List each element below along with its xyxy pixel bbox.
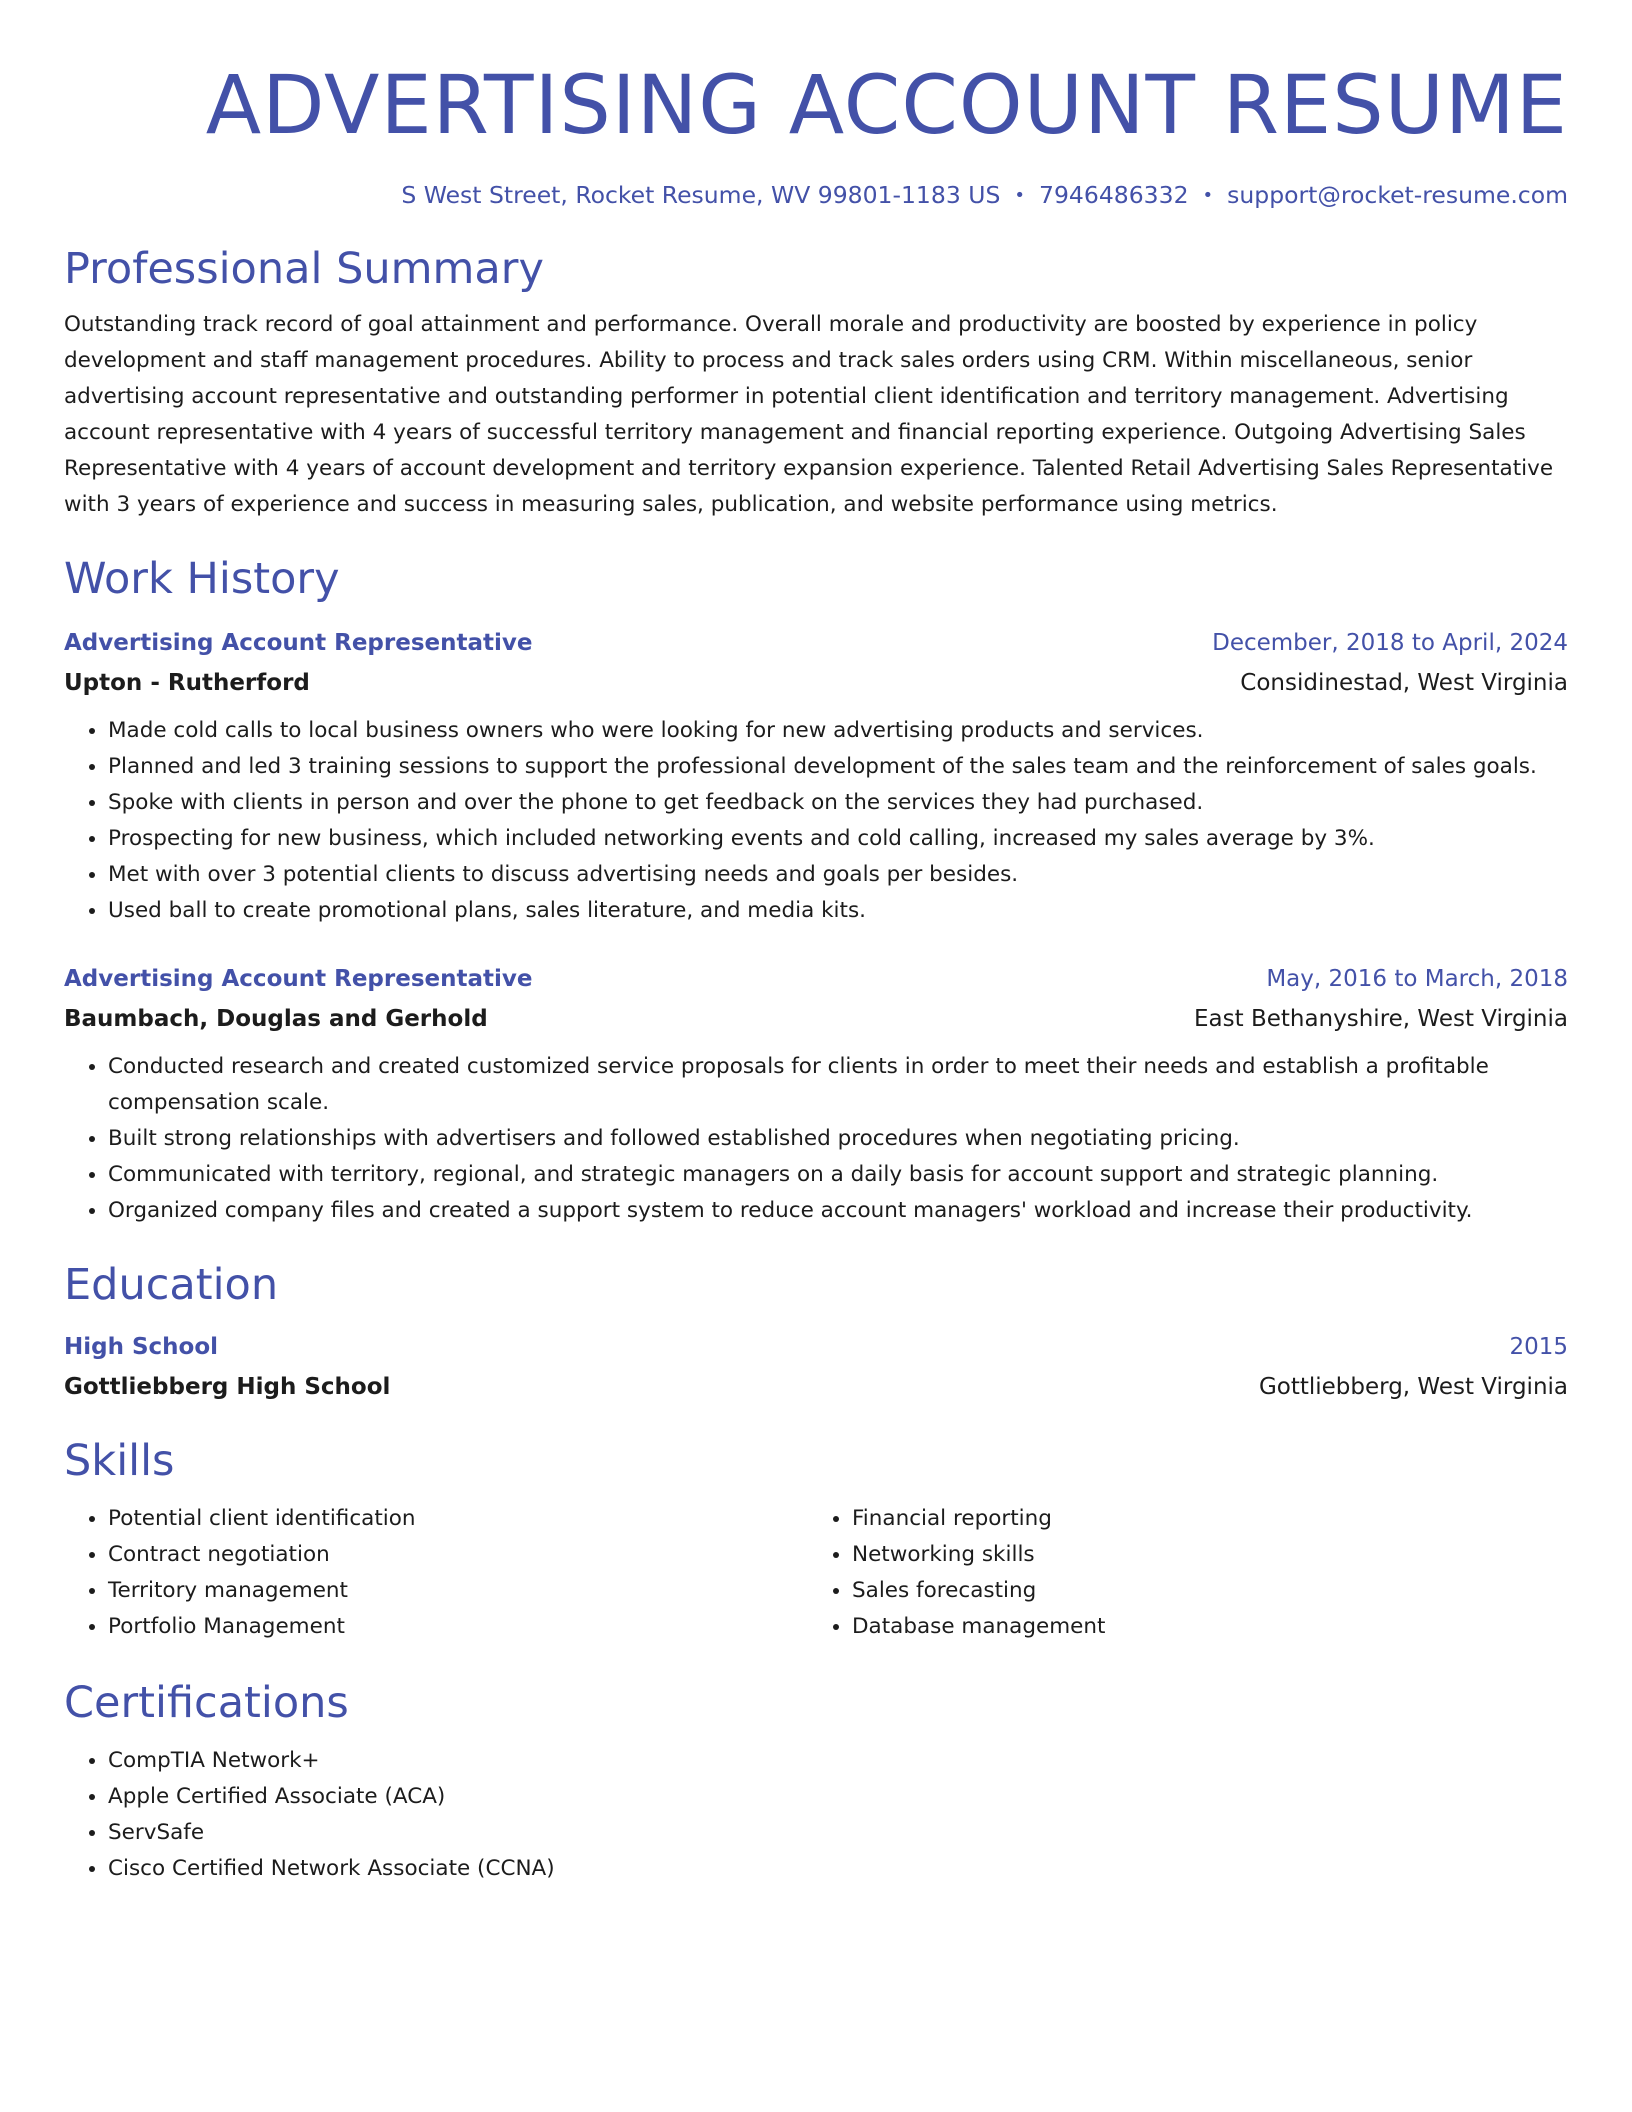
contact-separator: • — [1202, 185, 1214, 206]
list-item: • Sales forecasting — [852, 1573, 1552, 1609]
list-item: • CompTIA Network+ — [108, 1743, 1568, 1779]
list-item: • Contract negotiation — [108, 1537, 808, 1573]
list-item: • Database management — [852, 1609, 1552, 1645]
section-heading: Work History — [64, 554, 340, 604]
education-section — [64, 1259, 1568, 1403]
list-item: • Cisco Certified Network Associate (CCNA) — [108, 1851, 1568, 1887]
school-location: Gottliebberg, West Virginia — [1258, 1374, 1568, 1400]
list-item: • Apple Certified Associate (ACA) — [108, 1779, 1568, 1815]
section-heading: Skills — [64, 1436, 175, 1486]
skills-column-right — [808, 1501, 1552, 1645]
list-item: • Used ball to create promotional plans, sales literature, and media kits. — [108, 893, 1568, 929]
contact-phone: 7946486332 — [1039, 181, 1189, 209]
school-name: Gottliebberg High School — [64, 1374, 391, 1400]
list-item: • Potential client identification — [108, 1501, 808, 1537]
contact-address: S West Street, Rocket Resume, WV 99801-1183 US — [401, 181, 1001, 209]
job-location: Considinestad, West Virginia — [1240, 670, 1568, 696]
job-title: Advertising Account Representative — [64, 966, 533, 992]
section-heading: Certifications — [64, 1678, 349, 1728]
skills-section — [64, 1435, 1568, 1645]
list-item: • Planned and led 3 training sessions to support the professional development of the sales team and the reinforcement of sales goals. — [108, 749, 1568, 785]
job-dates: December, 2018 to April, 2024 — [1212, 630, 1568, 656]
company-name: Upton - Rutherford — [64, 670, 310, 696]
list-item: • Spoke with clients in person and over the phone to get feedback on the services they had purchased. — [108, 785, 1568, 821]
contact-email[interactable]: support@rocket-resume.com — [1227, 181, 1568, 209]
education-entry — [64, 1331, 1568, 1403]
skills-column-left — [64, 1501, 808, 1645]
work-history-section — [64, 553, 1568, 1229]
job-entry — [64, 627, 1568, 929]
list-item: • Met with over 3 potential clients to discuss advertising needs and goals per besides. — [108, 857, 1568, 893]
degree-name: High School — [64, 1334, 219, 1360]
graduation-year: 2015 — [1509, 1334, 1568, 1360]
summary-text: Outstanding track record of goal attainment and performance. Overall morale and productivity are boosted by experience in policy development and staff management procedures. Ability to process and track sales orders using CRM. Within miscellaneous, senior advertising account representative and outstanding performer in potential client identification and territory management. Advertising account representative with 4 years of successful territory management and financial reporting experience. Outgoing Advertising Sales Representative with 4 years of account development and territory expansion experience. Talented Retail Advertising Sales Representative with 3 years of experience and success in measuring sales, publication, and website performance using metrics. — [64, 312, 1554, 517]
skills-grid — [64, 1501, 1568, 1645]
contact-line — [64, 180, 1568, 211]
list-item: • Territory management — [108, 1573, 808, 1609]
list-item: • Networking skills — [852, 1537, 1552, 1573]
resume-title: ADVERTISING ACCOUNT RESUME — [205, 59, 1568, 153]
list-item: • Organized company files and created a support system to reduce account managers' workload and increase their productivity. — [108, 1193, 1568, 1229]
list-item: • Communicated with territory, regional, and strategic managers on a daily basis for account support and strategic planning. — [108, 1157, 1568, 1193]
list-item: • Portfolio Management — [108, 1609, 808, 1645]
section-heading: Professional Summary — [64, 244, 544, 294]
list-item: • ServSafe — [108, 1815, 1568, 1851]
certifications-section — [64, 1677, 1568, 1887]
section-heading: Education — [64, 1260, 279, 1310]
job-dates: May, 2016 to March, 2018 — [1266, 966, 1568, 992]
list-item: • Made cold calls to local business owners who were looking for new advertising products and services. — [108, 713, 1568, 749]
contact-separator: • — [1014, 185, 1026, 206]
list-item: • Conducted research and created customized service proposals for clients in order to meet their needs and establish a profitable compensation scale. — [108, 1049, 1568, 1121]
job-bullets — [64, 1049, 1568, 1229]
job-bullets — [64, 713, 1568, 929]
certifications-list — [64, 1743, 1568, 1887]
company-name: Baumbach, Douglas and Gerhold — [64, 1006, 488, 1032]
list-item: • Built strong relationships with advertisers and followed established procedures when negotiating pricing. — [108, 1121, 1568, 1157]
job-title: Advertising Account Representative — [64, 630, 533, 656]
job-location: East Bethanyshire, West Virginia — [1194, 1006, 1568, 1032]
professional-summary-section — [64, 243, 1568, 523]
job-entry — [64, 963, 1568, 1229]
list-item: • Financial reporting — [852, 1501, 1552, 1537]
list-item: • Prospecting for new business, which included networking events and cold calling, increased my sales average by 3%. — [108, 821, 1568, 857]
